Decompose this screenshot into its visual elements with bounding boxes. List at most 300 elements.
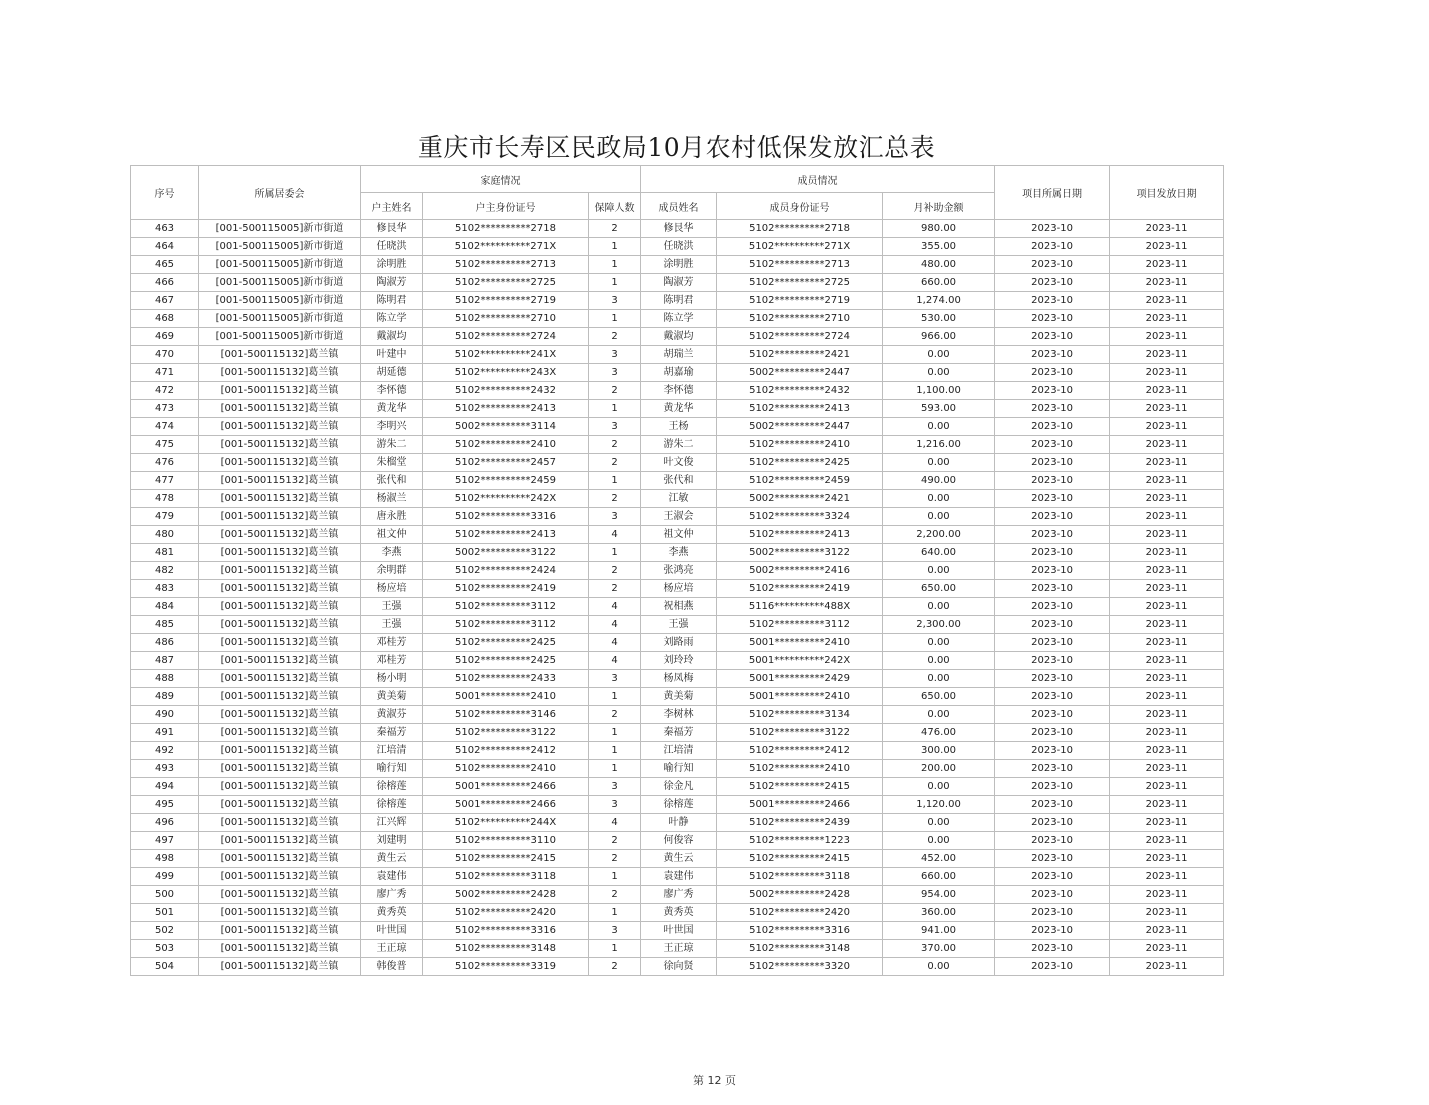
cell-member-name: 袁建伟 <box>641 868 717 886</box>
cell-head-id: 5102**********3316 <box>423 922 589 940</box>
cell-amount: 650.00 <box>883 580 995 598</box>
table-row <box>131 238 1224 256</box>
cell-period: 2023-10 <box>995 400 1110 418</box>
cell-amount: 0.00 <box>883 814 995 832</box>
table-row <box>131 346 1224 364</box>
cell-amount: 0.00 <box>883 508 995 526</box>
cell-seq: 478 <box>131 490 199 508</box>
cell-release: 2023-11 <box>1110 328 1224 346</box>
cell-head-name: 刘建明 <box>361 832 423 850</box>
cell-seq: 496 <box>131 814 199 832</box>
table-row <box>131 616 1224 634</box>
cell-member-name: 祖文仲 <box>641 526 717 544</box>
header-release: 项目发放日期 <box>1110 166 1224 220</box>
header-amount: 月补助金额 <box>883 193 995 220</box>
cell-seq: 485 <box>131 616 199 634</box>
cell-period: 2023-10 <box>995 382 1110 400</box>
cell-count: 4 <box>589 598 641 616</box>
cell-member-id: 5102**********271X <box>717 238 883 256</box>
cell-seq: 489 <box>131 688 199 706</box>
cell-member-id: 5102**********2439 <box>717 814 883 832</box>
table-body <box>131 220 1224 976</box>
cell-head-name: 邓桂芳 <box>361 634 423 652</box>
cell-release: 2023-11 <box>1110 382 1224 400</box>
cell-release: 2023-11 <box>1110 310 1224 328</box>
cell-amount: 0.00 <box>883 364 995 382</box>
cell-head-id: 5102**********244X <box>423 814 589 832</box>
table-row <box>131 400 1224 418</box>
cell-member-name: 徐金凡 <box>641 778 717 796</box>
cell-member-id: 5102**********3316 <box>717 922 883 940</box>
cell-member-id: 5102**********1223 <box>717 832 883 850</box>
cell-period: 2023-10 <box>995 832 1110 850</box>
cell-seq: 500 <box>131 886 199 904</box>
cell-seq: 486 <box>131 634 199 652</box>
cell-member-name: 秦福芳 <box>641 724 717 742</box>
cell-member-name: 徐向贤 <box>641 958 717 976</box>
cell-committee: [001-500115132]葛兰镇 <box>199 850 361 868</box>
cell-member-id: 5002**********2428 <box>717 886 883 904</box>
cell-committee: [001-500115132]葛兰镇 <box>199 616 361 634</box>
cell-amount: 0.00 <box>883 418 995 436</box>
cell-member-name: 廖广秀 <box>641 886 717 904</box>
table-row <box>131 292 1224 310</box>
cell-head-id: 5102**********3118 <box>423 868 589 886</box>
cell-release: 2023-11 <box>1110 634 1224 652</box>
cell-count: 2 <box>589 706 641 724</box>
cell-amount: 0.00 <box>883 670 995 688</box>
cell-release: 2023-11 <box>1110 436 1224 454</box>
cell-count: 1 <box>589 760 641 778</box>
cell-seq: 488 <box>131 670 199 688</box>
cell-amount: 980.00 <box>883 220 995 238</box>
cell-head-name: 陈明君 <box>361 292 423 310</box>
cell-amount: 0.00 <box>883 490 995 508</box>
cell-amount: 0.00 <box>883 778 995 796</box>
cell-amount: 490.00 <box>883 472 995 490</box>
cell-member-name: 叶文俊 <box>641 454 717 472</box>
table-header <box>131 166 1224 220</box>
cell-head-name: 李怀德 <box>361 382 423 400</box>
cell-period: 2023-10 <box>995 508 1110 526</box>
cell-member-id: 5102**********3118 <box>717 868 883 886</box>
cell-period: 2023-10 <box>995 904 1110 922</box>
cell-committee: [001-500115005]新市街道 <box>199 256 361 274</box>
cell-head-id: 5102**********2425 <box>423 634 589 652</box>
header-seq: 序号 <box>131 166 199 220</box>
cell-seq: 482 <box>131 562 199 580</box>
cell-seq: 484 <box>131 598 199 616</box>
cell-committee: [001-500115005]新市街道 <box>199 310 361 328</box>
cell-period: 2023-10 <box>995 526 1110 544</box>
cell-count: 2 <box>589 382 641 400</box>
cell-member-id: 5102**********2420 <box>717 904 883 922</box>
header-member-id: 成员身份证号 <box>717 193 883 220</box>
cell-head-id: 5002**********3122 <box>423 544 589 562</box>
cell-committee: [001-500115132]葛兰镇 <box>199 958 361 976</box>
cell-committee: [001-500115132]葛兰镇 <box>199 760 361 778</box>
cell-amount: 1,216.00 <box>883 436 995 454</box>
cell-period: 2023-10 <box>995 886 1110 904</box>
cell-release: 2023-11 <box>1110 418 1224 436</box>
cell-member-id: 5102**********2425 <box>717 454 883 472</box>
cell-member-id: 5002**********2421 <box>717 490 883 508</box>
cell-head-id: 5102**********2718 <box>423 220 589 238</box>
cell-committee: [001-500115132]葛兰镇 <box>199 868 361 886</box>
cell-member-id: 5102**********3324 <box>717 508 883 526</box>
table-row <box>131 328 1224 346</box>
table-row <box>131 256 1224 274</box>
cell-release: 2023-11 <box>1110 850 1224 868</box>
cell-head-id: 5102**********2713 <box>423 256 589 274</box>
cell-member-id: 5102**********2413 <box>717 400 883 418</box>
cell-member-id: 5002**********3122 <box>717 544 883 562</box>
cell-release: 2023-11 <box>1110 868 1224 886</box>
cell-head-name: 徐榕莲 <box>361 778 423 796</box>
cell-committee: [001-500115132]葛兰镇 <box>199 832 361 850</box>
cell-member-name: 王杨 <box>641 418 717 436</box>
cell-release: 2023-11 <box>1110 724 1224 742</box>
cell-seq: 498 <box>131 850 199 868</box>
cell-committee: [001-500115132]葛兰镇 <box>199 652 361 670</box>
cell-count: 2 <box>589 436 641 454</box>
header-committee: 所属居委会 <box>199 166 361 220</box>
cell-head-id: 5102**********2410 <box>423 760 589 778</box>
cell-amount: 1,100.00 <box>883 382 995 400</box>
cell-release: 2023-11 <box>1110 742 1224 760</box>
cell-release: 2023-11 <box>1110 922 1224 940</box>
cell-head-id: 5102**********3122 <box>423 724 589 742</box>
cell-count: 3 <box>589 346 641 364</box>
header-family-group: 家庭情况 <box>361 166 641 193</box>
cell-release: 2023-11 <box>1110 598 1224 616</box>
cell-release: 2023-11 <box>1110 472 1224 490</box>
cell-period: 2023-10 <box>995 472 1110 490</box>
cell-member-id: 5002**********2447 <box>717 364 883 382</box>
cell-head-name: 胡延德 <box>361 364 423 382</box>
table-row <box>131 940 1224 958</box>
cell-release: 2023-11 <box>1110 616 1224 634</box>
cell-period: 2023-10 <box>995 256 1110 274</box>
cell-head-id: 5002**********2428 <box>423 886 589 904</box>
cell-seq: 504 <box>131 958 199 976</box>
cell-head-id: 5102**********2433 <box>423 670 589 688</box>
table-row <box>131 922 1224 940</box>
cell-count: 4 <box>589 616 641 634</box>
cell-committee: [001-500115132]葛兰镇 <box>199 562 361 580</box>
cell-release: 2023-11 <box>1110 940 1224 958</box>
cell-amount: 370.00 <box>883 940 995 958</box>
cell-count: 2 <box>589 580 641 598</box>
table-row <box>131 382 1224 400</box>
cell-release: 2023-11 <box>1110 238 1224 256</box>
cell-member-name: 张代和 <box>641 472 717 490</box>
cell-release: 2023-11 <box>1110 688 1224 706</box>
cell-seq: 495 <box>131 796 199 814</box>
cell-member-id: 5102**********2421 <box>717 346 883 364</box>
cell-head-name: 张代和 <box>361 472 423 490</box>
table-row <box>131 688 1224 706</box>
cell-member-id: 5102**********2412 <box>717 742 883 760</box>
table-row <box>131 310 1224 328</box>
cell-head-id: 5002**********3114 <box>423 418 589 436</box>
cell-release: 2023-11 <box>1110 400 1224 418</box>
cell-period: 2023-10 <box>995 760 1110 778</box>
cell-head-id: 5102**********3112 <box>423 616 589 634</box>
cell-head-id: 5102**********3112 <box>423 598 589 616</box>
cell-release: 2023-11 <box>1110 220 1224 238</box>
cell-head-id: 5102**********241X <box>423 346 589 364</box>
cell-member-id: 5102**********3148 <box>717 940 883 958</box>
cell-member-id: 5001**********2429 <box>717 670 883 688</box>
cell-period: 2023-10 <box>995 544 1110 562</box>
cell-committee: [001-500115132]葛兰镇 <box>199 886 361 904</box>
cell-count: 1 <box>589 472 641 490</box>
cell-release: 2023-11 <box>1110 832 1224 850</box>
cell-head-name: 涂明胜 <box>361 256 423 274</box>
cell-count: 3 <box>589 670 641 688</box>
cell-period: 2023-10 <box>995 580 1110 598</box>
cell-member-id: 5102**********3134 <box>717 706 883 724</box>
cell-committee: [001-500115132]葛兰镇 <box>199 364 361 382</box>
cell-amount: 660.00 <box>883 274 995 292</box>
cell-period: 2023-10 <box>995 742 1110 760</box>
cell-member-name: 何俊容 <box>641 832 717 850</box>
table-row <box>131 436 1224 454</box>
cell-head-name: 任晓洪 <box>361 238 423 256</box>
cell-period: 2023-10 <box>995 796 1110 814</box>
cell-count: 2 <box>589 220 641 238</box>
cell-head-name: 祖文仲 <box>361 526 423 544</box>
cell-member-name: 胡嘉瑜 <box>641 364 717 382</box>
cell-release: 2023-11 <box>1110 544 1224 562</box>
table-row <box>131 868 1224 886</box>
cell-amount: 640.00 <box>883 544 995 562</box>
cell-member-name: 徐榕莲 <box>641 796 717 814</box>
cell-release: 2023-11 <box>1110 886 1224 904</box>
cell-member-id: 5102**********3112 <box>717 616 883 634</box>
cell-member-name: 刘玲玲 <box>641 652 717 670</box>
cell-member-id: 5102**********3122 <box>717 724 883 742</box>
cell-count: 1 <box>589 310 641 328</box>
cell-member-name: 陶淑芳 <box>641 274 717 292</box>
cell-member-id: 5102**********2410 <box>717 760 883 778</box>
cell-amount: 1,120.00 <box>883 796 995 814</box>
table-row <box>131 886 1224 904</box>
cell-member-name: 黄秀英 <box>641 904 717 922</box>
cell-head-name: 王正琼 <box>361 940 423 958</box>
cell-head-name: 黄秀英 <box>361 904 423 922</box>
table-row <box>131 490 1224 508</box>
cell-member-name: 王淑会 <box>641 508 717 526</box>
header-count: 保障人数 <box>589 193 641 220</box>
cell-period: 2023-10 <box>995 436 1110 454</box>
cell-head-name: 秦福芳 <box>361 724 423 742</box>
table-row <box>131 634 1224 652</box>
cell-count: 3 <box>589 292 641 310</box>
cell-head-name: 叶世国 <box>361 922 423 940</box>
table-row <box>131 544 1224 562</box>
cell-seq: 483 <box>131 580 199 598</box>
cell-count: 1 <box>589 688 641 706</box>
cell-committee: [001-500115132]葛兰镇 <box>199 580 361 598</box>
cell-member-name: 黄生云 <box>641 850 717 868</box>
cell-head-name: 黄淑芬 <box>361 706 423 724</box>
cell-seq: 503 <box>131 940 199 958</box>
cell-member-id: 5102**********2419 <box>717 580 883 598</box>
cell-seq: 501 <box>131 904 199 922</box>
header-head-name: 户主姓名 <box>361 193 423 220</box>
cell-release: 2023-11 <box>1110 760 1224 778</box>
cell-period: 2023-10 <box>995 724 1110 742</box>
table-row <box>131 508 1224 526</box>
cell-head-id: 5001**********2410 <box>423 688 589 706</box>
cell-member-id: 5102**********2415 <box>717 778 883 796</box>
cell-count: 4 <box>589 814 641 832</box>
table-row <box>131 832 1224 850</box>
cell-release: 2023-11 <box>1110 454 1224 472</box>
cell-head-name: 陈立学 <box>361 310 423 328</box>
cell-member-id: 5102**********2713 <box>717 256 883 274</box>
cell-member-id: 5102**********2410 <box>717 436 883 454</box>
cell-amount: 1,274.00 <box>883 292 995 310</box>
cell-release: 2023-11 <box>1110 814 1224 832</box>
cell-member-id: 5001**********2410 <box>717 634 883 652</box>
cell-head-name: 王强 <box>361 616 423 634</box>
table-row <box>131 958 1224 976</box>
cell-amount: 2,300.00 <box>883 616 995 634</box>
table-row <box>131 472 1224 490</box>
table-row <box>131 652 1224 670</box>
cell-head-id: 5102**********2725 <box>423 274 589 292</box>
cell-period: 2023-10 <box>995 346 1110 364</box>
cell-head-id: 5102**********2410 <box>423 436 589 454</box>
cell-committee: [001-500115132]葛兰镇 <box>199 598 361 616</box>
cell-committee: [001-500115132]葛兰镇 <box>199 454 361 472</box>
cell-release: 2023-11 <box>1110 526 1224 544</box>
cell-release: 2023-11 <box>1110 508 1224 526</box>
cell-committee: [001-500115132]葛兰镇 <box>199 436 361 454</box>
cell-seq: 499 <box>131 868 199 886</box>
cell-head-name: 王强 <box>361 598 423 616</box>
cell-period: 2023-10 <box>995 706 1110 724</box>
cell-seq: 492 <box>131 742 199 760</box>
cell-amount: 0.00 <box>883 346 995 364</box>
cell-release: 2023-11 <box>1110 292 1224 310</box>
table-row <box>131 580 1224 598</box>
cell-period: 2023-10 <box>995 562 1110 580</box>
cell-seq: 471 <box>131 364 199 382</box>
cell-head-name: 喻行知 <box>361 760 423 778</box>
cell-committee: [001-500115132]葛兰镇 <box>199 400 361 418</box>
cell-member-name: 修艮华 <box>641 220 717 238</box>
cell-head-id: 5001**********2466 <box>423 778 589 796</box>
cell-head-name: 廖广秀 <box>361 886 423 904</box>
cell-seq: 473 <box>131 400 199 418</box>
cell-committee: [001-500115132]葛兰镇 <box>199 778 361 796</box>
cell-head-id: 5102**********2424 <box>423 562 589 580</box>
cell-head-id: 5102**********2710 <box>423 310 589 328</box>
cell-member-id: 5102**********2718 <box>717 220 883 238</box>
table-row <box>131 364 1224 382</box>
cell-count: 1 <box>589 724 641 742</box>
cell-member-id: 5102**********2415 <box>717 850 883 868</box>
cell-count: 2 <box>589 832 641 850</box>
cell-head-name: 黄美菊 <box>361 688 423 706</box>
cell-member-id: 5102**********2413 <box>717 526 883 544</box>
cell-period: 2023-10 <box>995 598 1110 616</box>
cell-amount: 0.00 <box>883 598 995 616</box>
cell-member-name: 杨应培 <box>641 580 717 598</box>
cell-member-id: 5102**********2725 <box>717 274 883 292</box>
cell-count: 1 <box>589 742 641 760</box>
cell-head-id: 5102**********2425 <box>423 652 589 670</box>
cell-amount: 355.00 <box>883 238 995 256</box>
cell-period: 2023-10 <box>995 292 1110 310</box>
cell-amount: 941.00 <box>883 922 995 940</box>
table-row <box>131 742 1224 760</box>
cell-count: 1 <box>589 400 641 418</box>
cell-head-name: 唐永胜 <box>361 508 423 526</box>
cell-committee: [001-500115132]葛兰镇 <box>199 706 361 724</box>
cell-seq: 479 <box>131 508 199 526</box>
cell-member-name: 刘路雨 <box>641 634 717 652</box>
cell-head-id: 5102**********2412 <box>423 742 589 760</box>
cell-release: 2023-11 <box>1110 670 1224 688</box>
cell-count: 2 <box>589 490 641 508</box>
cell-seq: 464 <box>131 238 199 256</box>
table-row <box>131 418 1224 436</box>
cell-period: 2023-10 <box>995 868 1110 886</box>
cell-committee: [001-500115132]葛兰镇 <box>199 904 361 922</box>
cell-period: 2023-10 <box>995 634 1110 652</box>
cell-committee: [001-500115005]新市街道 <box>199 220 361 238</box>
cell-head-id: 5102**********2724 <box>423 328 589 346</box>
cell-count: 2 <box>589 562 641 580</box>
cell-member-name: 任晓洪 <box>641 238 717 256</box>
cell-member-name: 李树林 <box>641 706 717 724</box>
table-row <box>131 670 1224 688</box>
cell-count: 3 <box>589 922 641 940</box>
cell-release: 2023-11 <box>1110 796 1224 814</box>
cell-count: 3 <box>589 508 641 526</box>
cell-head-id: 5102**********2419 <box>423 580 589 598</box>
cell-committee: [001-500115132]葛兰镇 <box>199 490 361 508</box>
cell-seq: 487 <box>131 652 199 670</box>
cell-head-name: 修艮华 <box>361 220 423 238</box>
cell-seq: 469 <box>131 328 199 346</box>
cell-head-id: 5102**********243X <box>423 364 589 382</box>
cell-period: 2023-10 <box>995 616 1110 634</box>
cell-period: 2023-10 <box>995 940 1110 958</box>
cell-period: 2023-10 <box>995 688 1110 706</box>
table-row <box>131 850 1224 868</box>
cell-member-name: 张鸿亮 <box>641 562 717 580</box>
cell-seq: 476 <box>131 454 199 472</box>
cell-amount: 480.00 <box>883 256 995 274</box>
cell-member-name: 叶静 <box>641 814 717 832</box>
cell-head-id: 5102**********3146 <box>423 706 589 724</box>
cell-committee: [001-500115132]葛兰镇 <box>199 688 361 706</box>
cell-period: 2023-10 <box>995 454 1110 472</box>
cell-committee: [001-500115132]葛兰镇 <box>199 544 361 562</box>
cell-head-id: 5102**********2719 <box>423 292 589 310</box>
cell-seq: 480 <box>131 526 199 544</box>
page-number: 第 12 页 <box>693 1074 736 1087</box>
cell-amount: 954.00 <box>883 886 995 904</box>
cell-release: 2023-11 <box>1110 364 1224 382</box>
cell-amount: 452.00 <box>883 850 995 868</box>
